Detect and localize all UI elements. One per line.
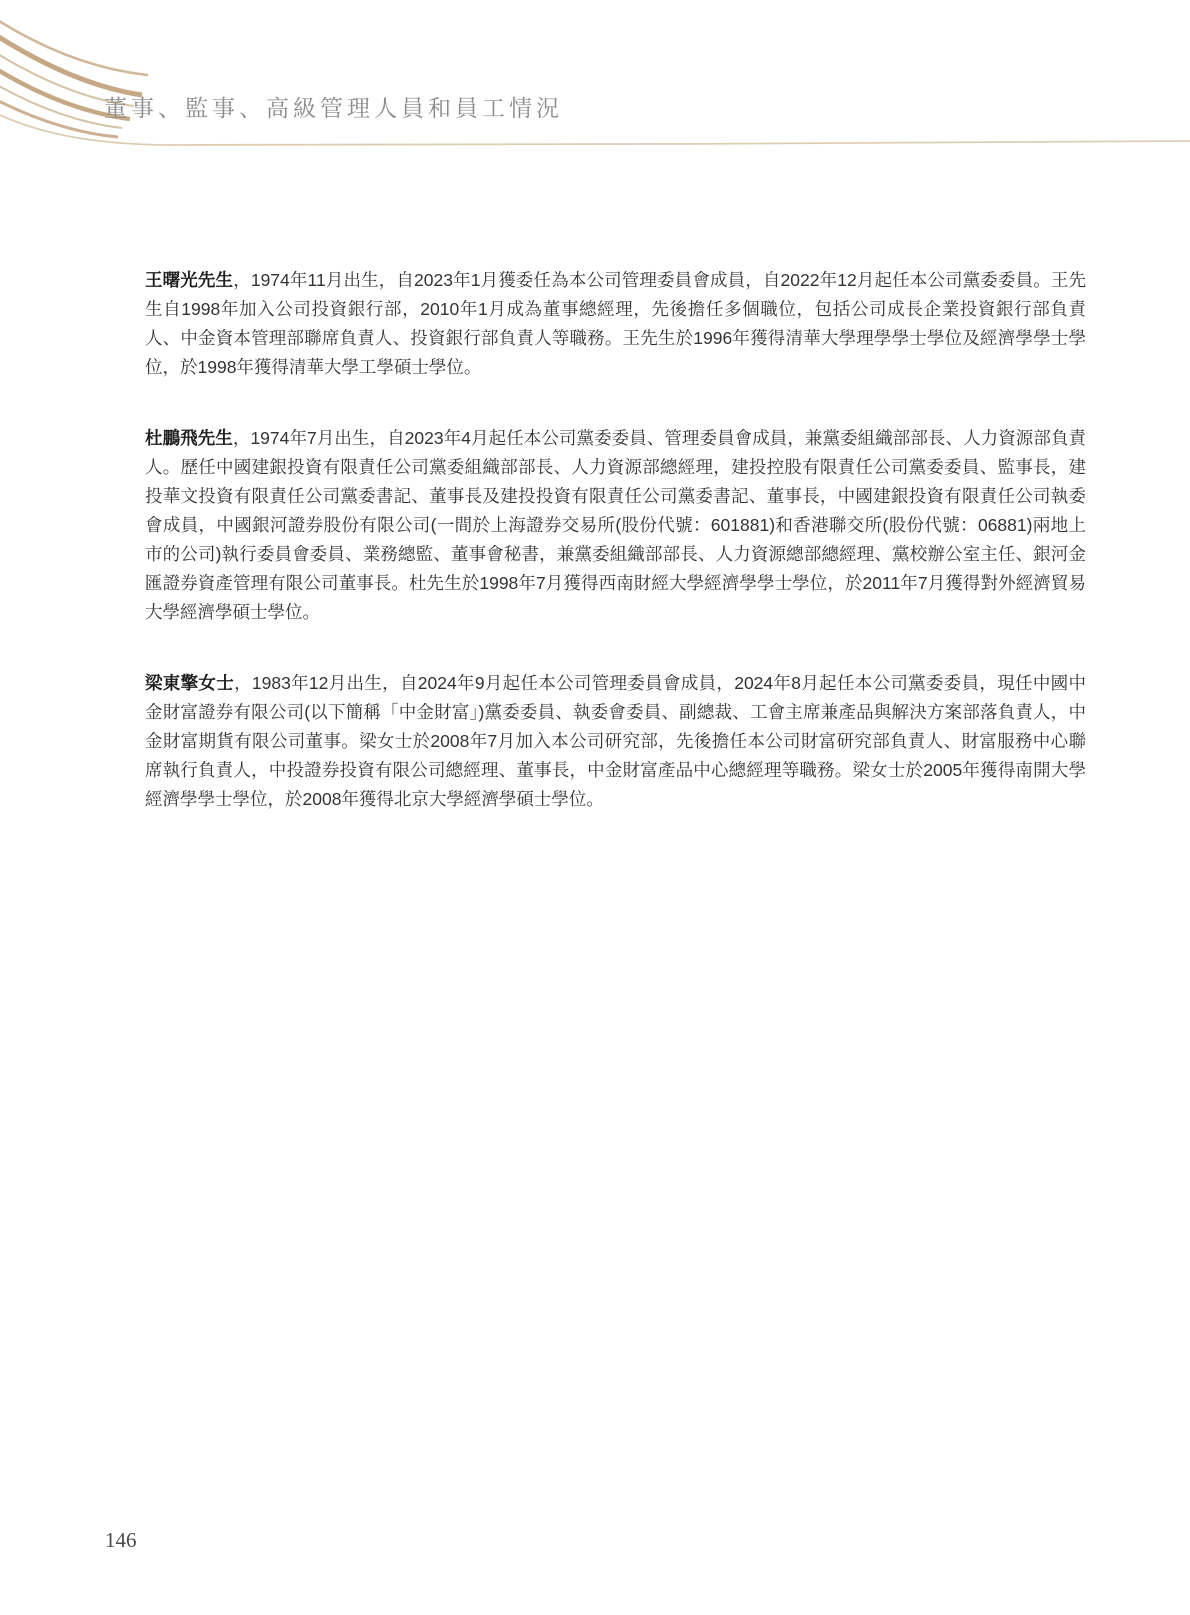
executive-bio-text: ，1983年12月出生，自2024年9月起任本公司管理委員會成員，2024年8月起任本公司黨委委員，現任中國中金財富證券有限公司(以下簡稱「中金財富」)黨委委員、執委會委員、副總裁、工會主席兼產品與解決方案部落負責人，中金財富期貨有限公司董事。梁女士於2008年7月加入本公司研究部，先後擔任本公司財富研究部負責人、財富服務中心聯席執行負責人，中投證券投資有限公司總經理、董事長，中金財富產品中心總經理等職務。梁女士於2005年獲得南開大學經濟學學士學位，於2008年獲得北京大學經濟學碩士學位。 bbox=[145, 673, 1086, 809]
executive-name: 杜鵬飛先生 bbox=[145, 428, 233, 448]
body-text-block bbox=[145, 266, 1086, 814]
executive-bio-paragraph bbox=[145, 669, 1086, 814]
corner-swirl-decoration bbox=[0, 0, 1190, 170]
executive-bio-paragraph bbox=[145, 424, 1086, 627]
executive-bio-paragraph bbox=[145, 266, 1086, 382]
page-number: 146 bbox=[105, 1528, 137, 1552]
executive-name: 梁東擎女士 bbox=[145, 673, 235, 693]
page-title: 董事、監事、高級管理人員和員工情況 bbox=[104, 96, 563, 121]
executive-bio-text: ，1974年11月出生，自2023年1月獲委任為本公司管理委員會成員，自2022年12月起任本公司黨委委員。王先生自1998年加入公司投資銀行部，2010年1月成為董事總經理，先後擔任多個職位，包括公司成長企業投資銀行部負責人、中金資本管理部聯席負責人、投資銀行部負責人等職務。王先生於1996年獲得清華大學理學學士學位及經濟學學士學位，於1998年獲得清華大學工學碩士學位。 bbox=[145, 270, 1087, 377]
executive-bio-text: ，1974年7月出生，自2023年4月起任本公司黨委委員、管理委員會成員，兼黨委組織部部長、人力資源部負責人。歷任中國建銀投資有限責任公司黨委組織部部長、人力資源部總經理，建投控股有限責任公司黨委委員、監事長，建投華文投資有限責任公司黨委書記、董事長及建投投資有限責任公司黨委書記、董事長，中國建銀投資有限責任公司執委會成員，中國銀河證券股份有限公司(一間於上海證券交易所(股份代號：601881)和香港聯交所(股份代號：06881)兩地上市的公司)執行委員會委員、業務總監、董事會秘書，兼黨委組織部部長、人力資源總部總經理、黨校辦公室主任、銀河金匯證券資產管理有限公司董事長。杜先生於1998年7月獲得西南財經大學經濟學學士學位，於2011年7月獲得對外經濟貿易大學經濟學碩士學位。 bbox=[145, 428, 1087, 622]
executive-name: 王曙光先生 bbox=[145, 270, 234, 290]
